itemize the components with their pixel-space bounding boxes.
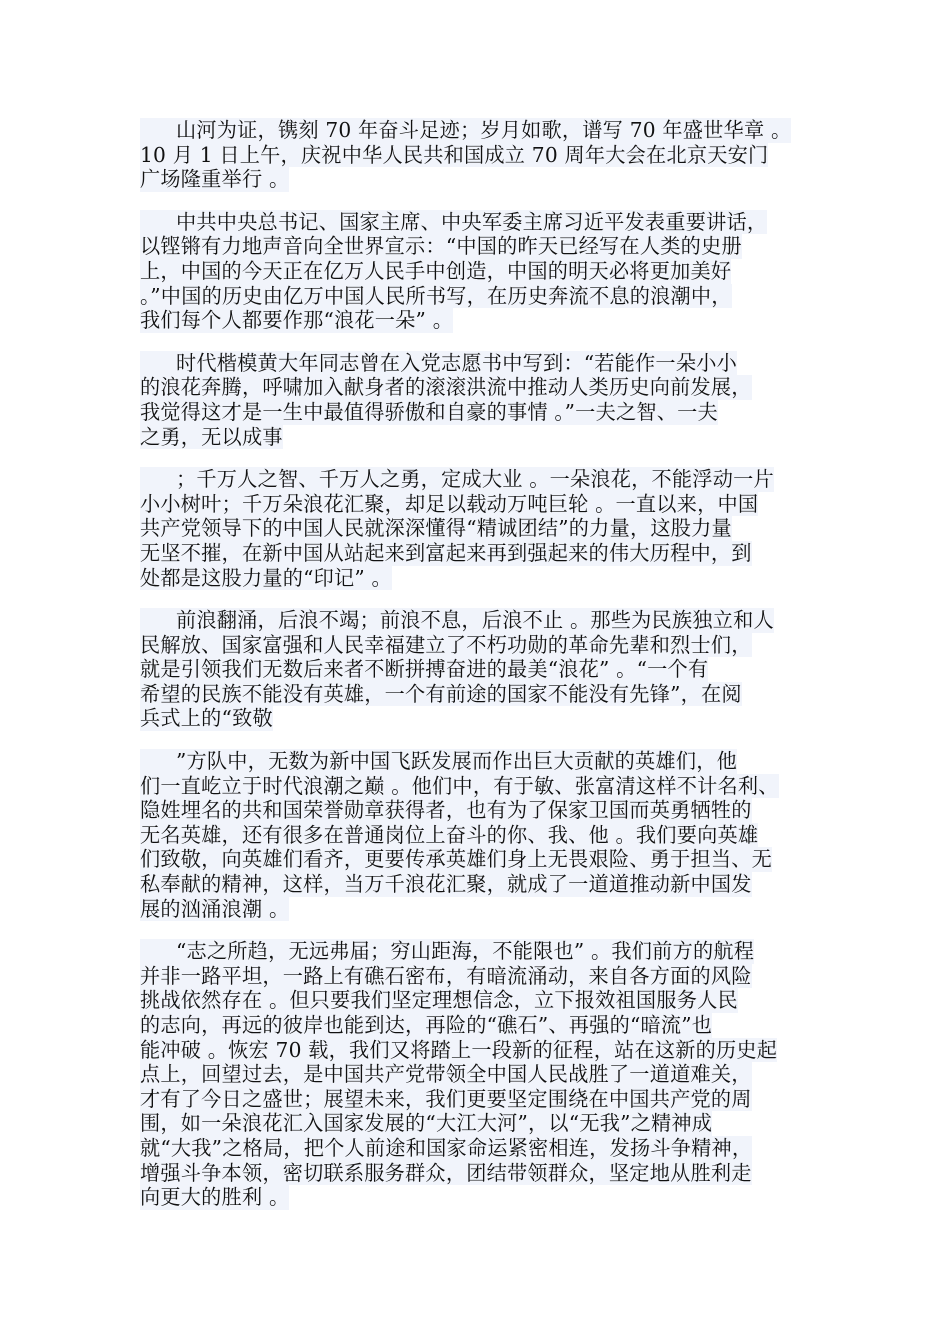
text-line: 就是引领我们无数后来者不断拼搏奋进的最美“浪花” 。“一个有 <box>140 657 709 682</box>
text-line: 们致敬，向英雄们看齐，更要传承英雄们身上无畏艰险、勇于担当、无 <box>140 847 773 872</box>
text-line: 之勇，无以成事 <box>140 424 283 449</box>
text-line: 点上，回望过去，是中国共产党带领全中国人民战胜了一道道难关， <box>140 1062 752 1087</box>
text-line: 处都是这股力量的“印记” 。 <box>140 565 392 590</box>
text-line: 希望的民族不能没有英雄，一个有前途的国家不能没有先锋”，在阅 <box>140 681 742 706</box>
text-line: 共产党领导下的中国人民就深深懂得“精诚团结”的力量，这股力量 <box>140 516 732 541</box>
text-line: 。”中国的历史由亿万中国人民所书写，在历史奔流不息的浪潮中， <box>140 283 732 308</box>
paragraph-3 <box>140 351 820 449</box>
text-line: 以铿锵有力地声音向全世界宣示：“中国的昨天已经写在人类的史册 <box>140 234 742 259</box>
text-line: 并非一路平坦，一路上有礁石密布，有暗流涌动，来自各方面的风险 <box>140 963 752 988</box>
text-line: 上，中国的今天正在亿万人民手中创造，中国的明天必将更加美好 <box>140 258 732 283</box>
text-line: 中共中央总书记、国家主席、中央军委主席习近平发表重要讲话， <box>140 210 767 235</box>
text-line: 民解放、国家富强和人民幸福建立了不朽功勋的革命先辈和烈士们， <box>140 632 752 657</box>
paragraph-4 <box>140 467 820 590</box>
text-line: 无名英雄，还有很多在普通岗位上奋斗的你、我、他 。我们要向英雄 <box>140 822 759 847</box>
text-line: 能冲破 。恢宏 70 载，我们又将踏上一段新的征程，站在这新的历史起 <box>140 1037 778 1062</box>
text-line: 兵式上的“致敬 <box>140 706 273 731</box>
text-line: 向更大的胜利 。 <box>140 1185 290 1210</box>
text-line: 私奉献的精神，这样，当万千浪花汇聚，就成了一道道推动新中国发 <box>140 872 752 897</box>
text-line: 围，如一朵浪花汇入国家发展的“大江大河”，以“无我”之精神成 <box>140 1111 713 1136</box>
document-body <box>140 118 820 1228</box>
text-line: 隐姓埋名的共和国荣誉勋章获得者，也有为了保家卫国而英勇牺牲的 <box>140 798 752 823</box>
text-line: 无坚不摧，在新中国从站起来到富起来再到强起来的伟大历程中，到 <box>140 540 752 565</box>
paragraph-5 <box>140 608 820 731</box>
text-line: 增强斗争本领，密切联系服务群众，团结带领群众，坚定地从胜利走 <box>140 1160 752 1185</box>
paragraph-2 <box>140 210 820 333</box>
paragraph-1 <box>140 118 820 192</box>
text-line: 前浪翻涌，后浪不竭；前浪不息，后浪不止 。那些为民族独立和人 <box>140 608 774 633</box>
text-line: 山河为证，镌刻 70 年奋斗足迹；岁月如歌，谱写 70 年盛世华章 。 <box>140 118 791 143</box>
text-line: 我们每个人都要作那“浪花一朵” 。 <box>140 308 454 333</box>
text-line: 才有了今日之盛世；展望未来，我们更要坚定围绕在中国共产党的周 <box>140 1086 752 1111</box>
text-line: ”方队中，无数为新中国飞跃发展而作出巨大贡献的英雄们，他 <box>140 749 737 774</box>
text-line: 的浪花奔腾，呼啸加入献身者的滚滚洪流中推动人类历史向前发展， <box>140 375 752 400</box>
text-line: 们一直屹立于时代浪潮之巅 。他们中，有于敏、张富清这样不计名利、 <box>140 773 779 798</box>
text-line: 展的汹涌浪潮 。 <box>140 896 290 921</box>
text-line: 的志向，再远的彼岸也能到达，再险的“礁石”、再强的“暗流”也 <box>140 1013 713 1037</box>
text-line: 小小树叶；千万朵浪花汇聚，却足以载动万吨巨轮 。一直以来，中国 <box>140 491 759 516</box>
paragraph-6 <box>140 749 820 921</box>
paragraph-7 <box>140 939 820 1210</box>
text-line: 广场隆重举行 。 <box>140 167 290 192</box>
text-line: 就“大我”之格局，把个人前途和国家命运紧密相连，发扬斗争精神， <box>140 1135 753 1160</box>
text-line: “志之所趋，无远弗届；穷山距海，不能限也” 。我们前方的航程 <box>140 939 754 964</box>
text-line: ；千万人之智、千万人之勇，定成大业 。一朵浪花，不能浮动一片 <box>140 467 774 492</box>
text-line: 挑战依然存在 。但只要我们坚定理想信念，立下报效祖国服务人民 <box>140 988 738 1013</box>
text-line: 时代楷模黄大年同志曾在入党志愿书中写到：“若能作一朵小小 <box>140 351 737 376</box>
text-line: 10 月 1 日上午，庆祝中华人民共和国成立 70 周年大会在北京天安门 <box>140 142 769 167</box>
text-line: 我觉得这才是一生中最值得骄傲和自豪的事情 。”一夫之智、一夫 <box>140 399 718 424</box>
